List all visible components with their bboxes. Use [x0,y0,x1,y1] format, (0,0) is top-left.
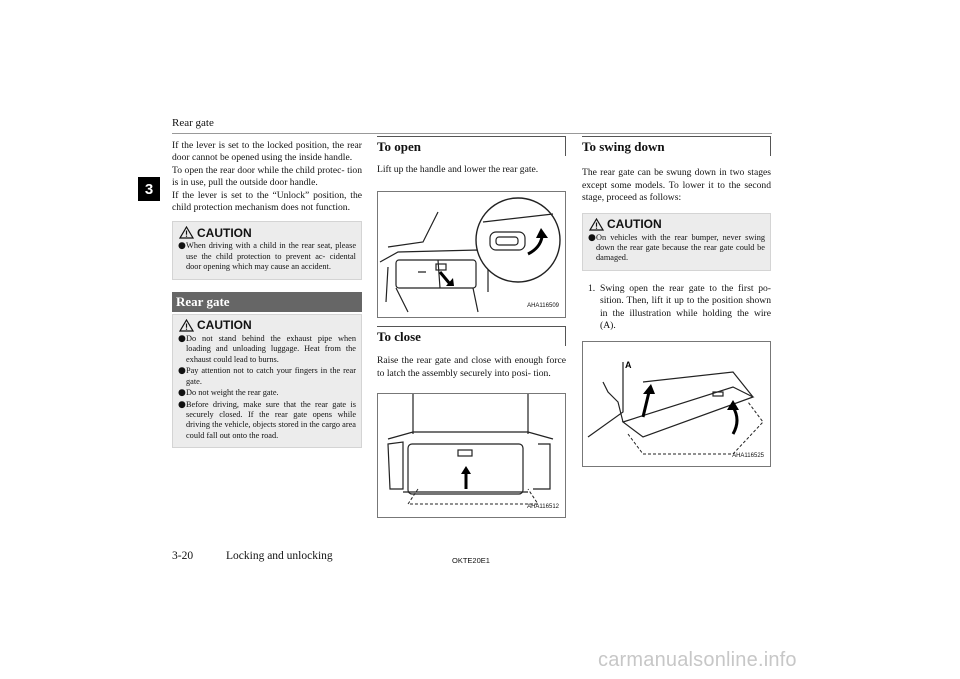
caution-title: CAUTION [197,318,252,333]
caution-title: CAUTION [607,216,662,231]
bullet-icon: ● [588,232,596,243]
wire-label: A [625,360,632,371]
footer-section: Locking and unlocking [226,550,333,562]
document-code: OKTE20E1 [452,556,490,565]
caution-heading [178,319,356,332]
step-text: Swing open the rear gate to the first po- sition. Then, lift it up to the position shown in the illustration while holding the wire (A). [600,282,771,332]
figure-id: AHA116512 [527,503,559,510]
chapter-tab: 3 [138,177,160,201]
caution-box-bumper [582,213,771,271]
paragraph-swing-down: The rear gate can be swung down in two stages except some models. To lower it to the second stage, proceed as follows: [582,167,771,204]
caution-heading [178,226,356,239]
figure-id: AHA116509 [527,303,559,310]
rear-gate-close-illustration [378,394,565,517]
column-3 [582,136,771,467]
warning-triangle-icon [179,226,194,239]
caution-item: ● Do not stand behind the exhaust pipe when loading and unloading luggage. Heat from the exhaust could lead to burns. [178,334,356,364]
step-1 [582,283,771,333]
caution-item: ● Pay attention not to catch your fingers in the rear gate. [178,366,356,386]
caution-title: CAUTION [197,225,252,240]
bullet-icon: ● [178,241,186,252]
bullet-icon: ● [178,388,186,399]
heading-to-swing-down: To swing down [582,136,771,156]
bullet-icon: ● [178,366,186,377]
paragraph-to-close: Raise the rear gate and close with enough force to latch the assembly securely into posi- tion. [377,355,566,379]
paragraph-lever-unlock: If the lever is set to the “Unlock” position, the child protection mechanism does not function. [172,189,362,214]
heading-to-open: To open [377,136,566,156]
figure-swing-down [582,341,771,467]
caution-box-rear-gate [172,314,362,448]
warning-triangle-icon [179,319,194,332]
header-rule [172,133,772,134]
paragraph-child-protection: To open the rear door while the child protec- tion is in use, pull the outside door handle. [172,164,362,189]
column-2 [377,136,566,518]
caution-box-child [172,221,362,279]
caution-item: ● On vehicles with the rear bumper, never swing down the rear gate because the rear gate could be damaged. [588,232,765,263]
step-number: 1. [588,282,596,294]
figure-open-rear-gate [377,191,566,318]
bullet-icon: ● [178,334,186,345]
caution-item: ● When driving with a child in the rear seat, please use the child protection to prevent ac- cidental door opening which may cause an accident. [178,241,356,272]
column-1 [172,140,362,448]
caution-item: ● Do not weight the rear gate. [178,388,279,399]
section-title-rear-gate: Rear gate [172,292,362,312]
bullet-icon: ● [178,399,186,410]
rear-gate-open-illustration [378,192,565,317]
page-number: 3-20 [172,550,194,562]
running-header: Rear gate [172,117,214,129]
figure-close-rear-gate [377,393,566,518]
watermark: carmanualsonline.info [598,649,797,671]
paragraph-to-open: Lift up the handle and lower the rear gate. [377,164,539,176]
caution-item: ● Before driving, make sure that the rear gate is securely closed. If the rear gate opens while driving the vehicle, objects stored in the cargo area could fall out onto the road. [178,399,356,440]
rear-gate-swing-illustration [583,342,770,466]
heading-to-close: To close [377,326,566,346]
warning-triangle-icon [589,218,604,231]
caution-heading [588,218,765,231]
figure-id: AHA116525 [732,453,764,460]
paragraph-lever-locked: If the lever is set to the locked position, the rear door cannot be opened using the inside handle. [172,140,362,164]
